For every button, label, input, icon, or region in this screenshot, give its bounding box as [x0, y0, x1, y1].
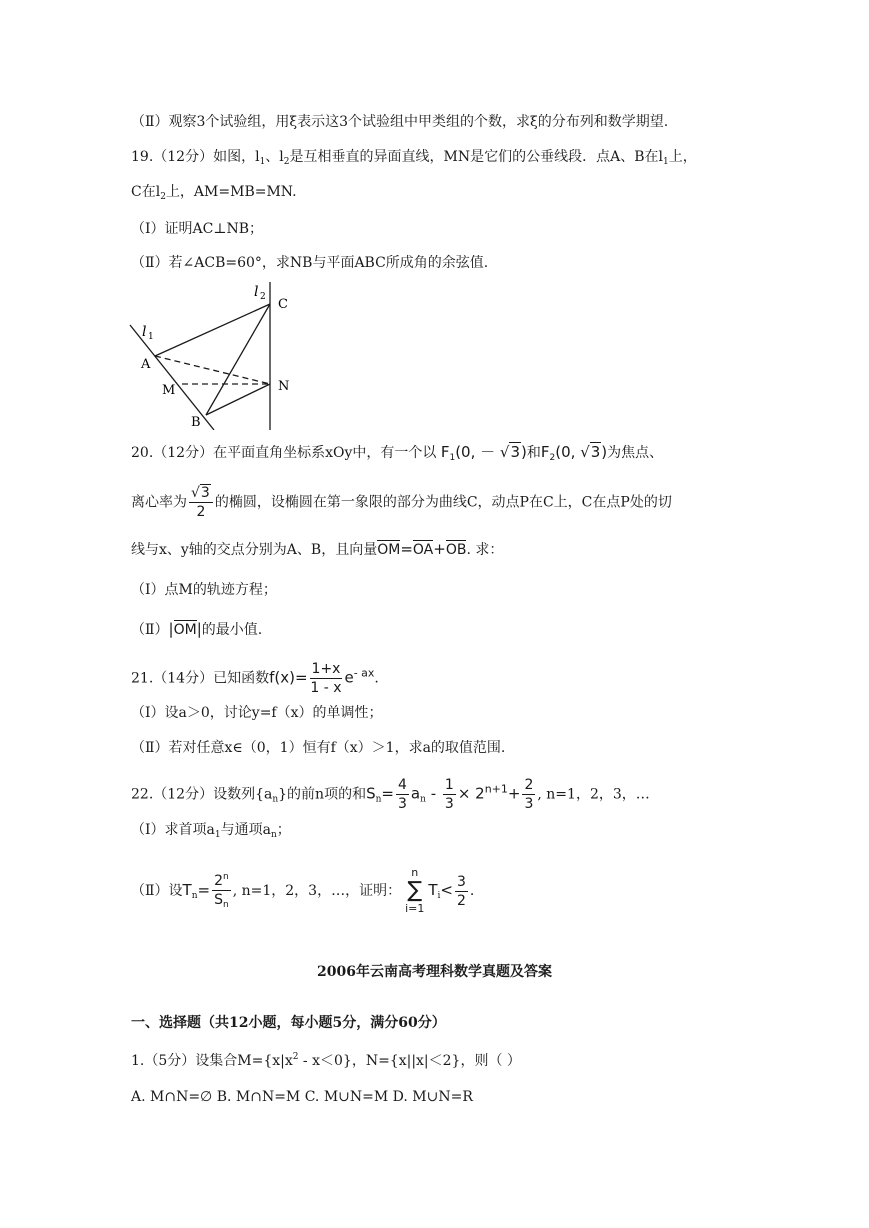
- label-l2-sub: 2: [260, 292, 266, 302]
- q18-part2: （Ⅱ）观察3个试验组，用ξ表示这3个试验组中甲类组的个数，求ξ的分布列和数学期望.: [131, 114, 669, 130]
- vector-OM: OM: [377, 542, 401, 558]
- q20-stem-line2: 离心率为 $\frac{√3}{2}$ 的椭圆，设椭圆在第一象限的部分为曲线C，动点P在C上，C在点P处的切: [131, 485, 672, 520]
- line-l1: [130, 325, 214, 430]
- q19-stem-line1: 19.（12分）如图，$l_1$、$l_2$是互相垂直的异面直线，MN是它们的公垂线段．点A、B在$l_1$上，: [131, 149, 697, 167]
- segment-BC: [206, 304, 270, 415]
- q22-stem: 22.（12分）设数列$\{a_n\}$的前n项的和$S_n=$ $\frac{4}{3}$ $a_n$ - $\frac{1}{3}$ × $2^{n+1}+$ $\frac{2}{3}$ , n=1，2，3，…: [131, 777, 650, 812]
- vector-OA: OA: [412, 542, 434, 558]
- q1-options: A. M∩N=∅ B. M∩N=M C. M∪N=M D. M∪N=R: [131, 1089, 473, 1105]
- section-heading: 一、选择题（共12小题，每小题5分，满分60分）: [131, 1015, 446, 1031]
- label-C: C: [278, 297, 288, 312]
- label-A: A: [141, 357, 151, 372]
- q19-figure: [128, 280, 298, 430]
- q21-part2: （Ⅱ）若对任意x∈（0，1）恒有f（x）＞1，求a的取值范围.: [131, 740, 506, 756]
- page-title: 2006年云南高考理科数学真题及答案: [317, 964, 552, 980]
- label-l2: l: [254, 284, 259, 300]
- q20-stem-line1: 20.（12分）在平面直角坐标系xOy中，有一个以 $F_1(0$, － √3)和$F_2(0$, √3)为焦点、: [131, 443, 664, 463]
- segment-AN: [155, 356, 270, 384]
- label-N: N: [278, 379, 290, 394]
- q21-part1: （Ⅰ）设a＞0，讨论y=f（x）的单调性；: [131, 705, 383, 721]
- q20-stem-line3: 线与x、y轴的交点分别为A、B，且向量OM=OA+OB. 求：: [131, 540, 504, 558]
- q22-part2: （Ⅱ）设$T_n=$ $\frac{2^n}{S_n}$ , n=1，2，3，…，证明： n ∑ i=1 $T_i<$ $\frac{3}{2}$ .: [131, 866, 475, 915]
- q20-part1: （Ⅰ）点M的轨迹方程；: [131, 582, 277, 598]
- q22-part1: （Ⅰ）求首项$a_1$与通项$a_n$；: [131, 822, 291, 840]
- q21-stem: 21.（14分）已知函数f(x)= $\frac{1+x}{1 - x}$ $e^{- ax}$.: [131, 661, 379, 696]
- q1-stem: 1.（5分）设集合$M=\{x|x^2 - x<0\}$，N={x||x|＜2}，则（ ）: [131, 1052, 521, 1069]
- label-B: B: [191, 415, 201, 430]
- q19-part1: （Ⅰ）证明AC⊥NB；: [131, 221, 264, 237]
- q19-stem-line2: C在$l_2$上，AM=MB=MN.: [131, 184, 297, 202]
- label-l1-sub: 1: [148, 332, 154, 342]
- label-l1: l: [142, 324, 147, 340]
- vector-OB: OB: [445, 542, 467, 558]
- q20-part2: （Ⅱ）|OM|的最小值.: [131, 620, 263, 638]
- segment-AC: [155, 304, 270, 356]
- q19-part2: （Ⅱ）若∠ACB=60°，求NB与平面ABC所成角的余弦值.: [131, 255, 489, 271]
- label-M: M: [162, 383, 176, 398]
